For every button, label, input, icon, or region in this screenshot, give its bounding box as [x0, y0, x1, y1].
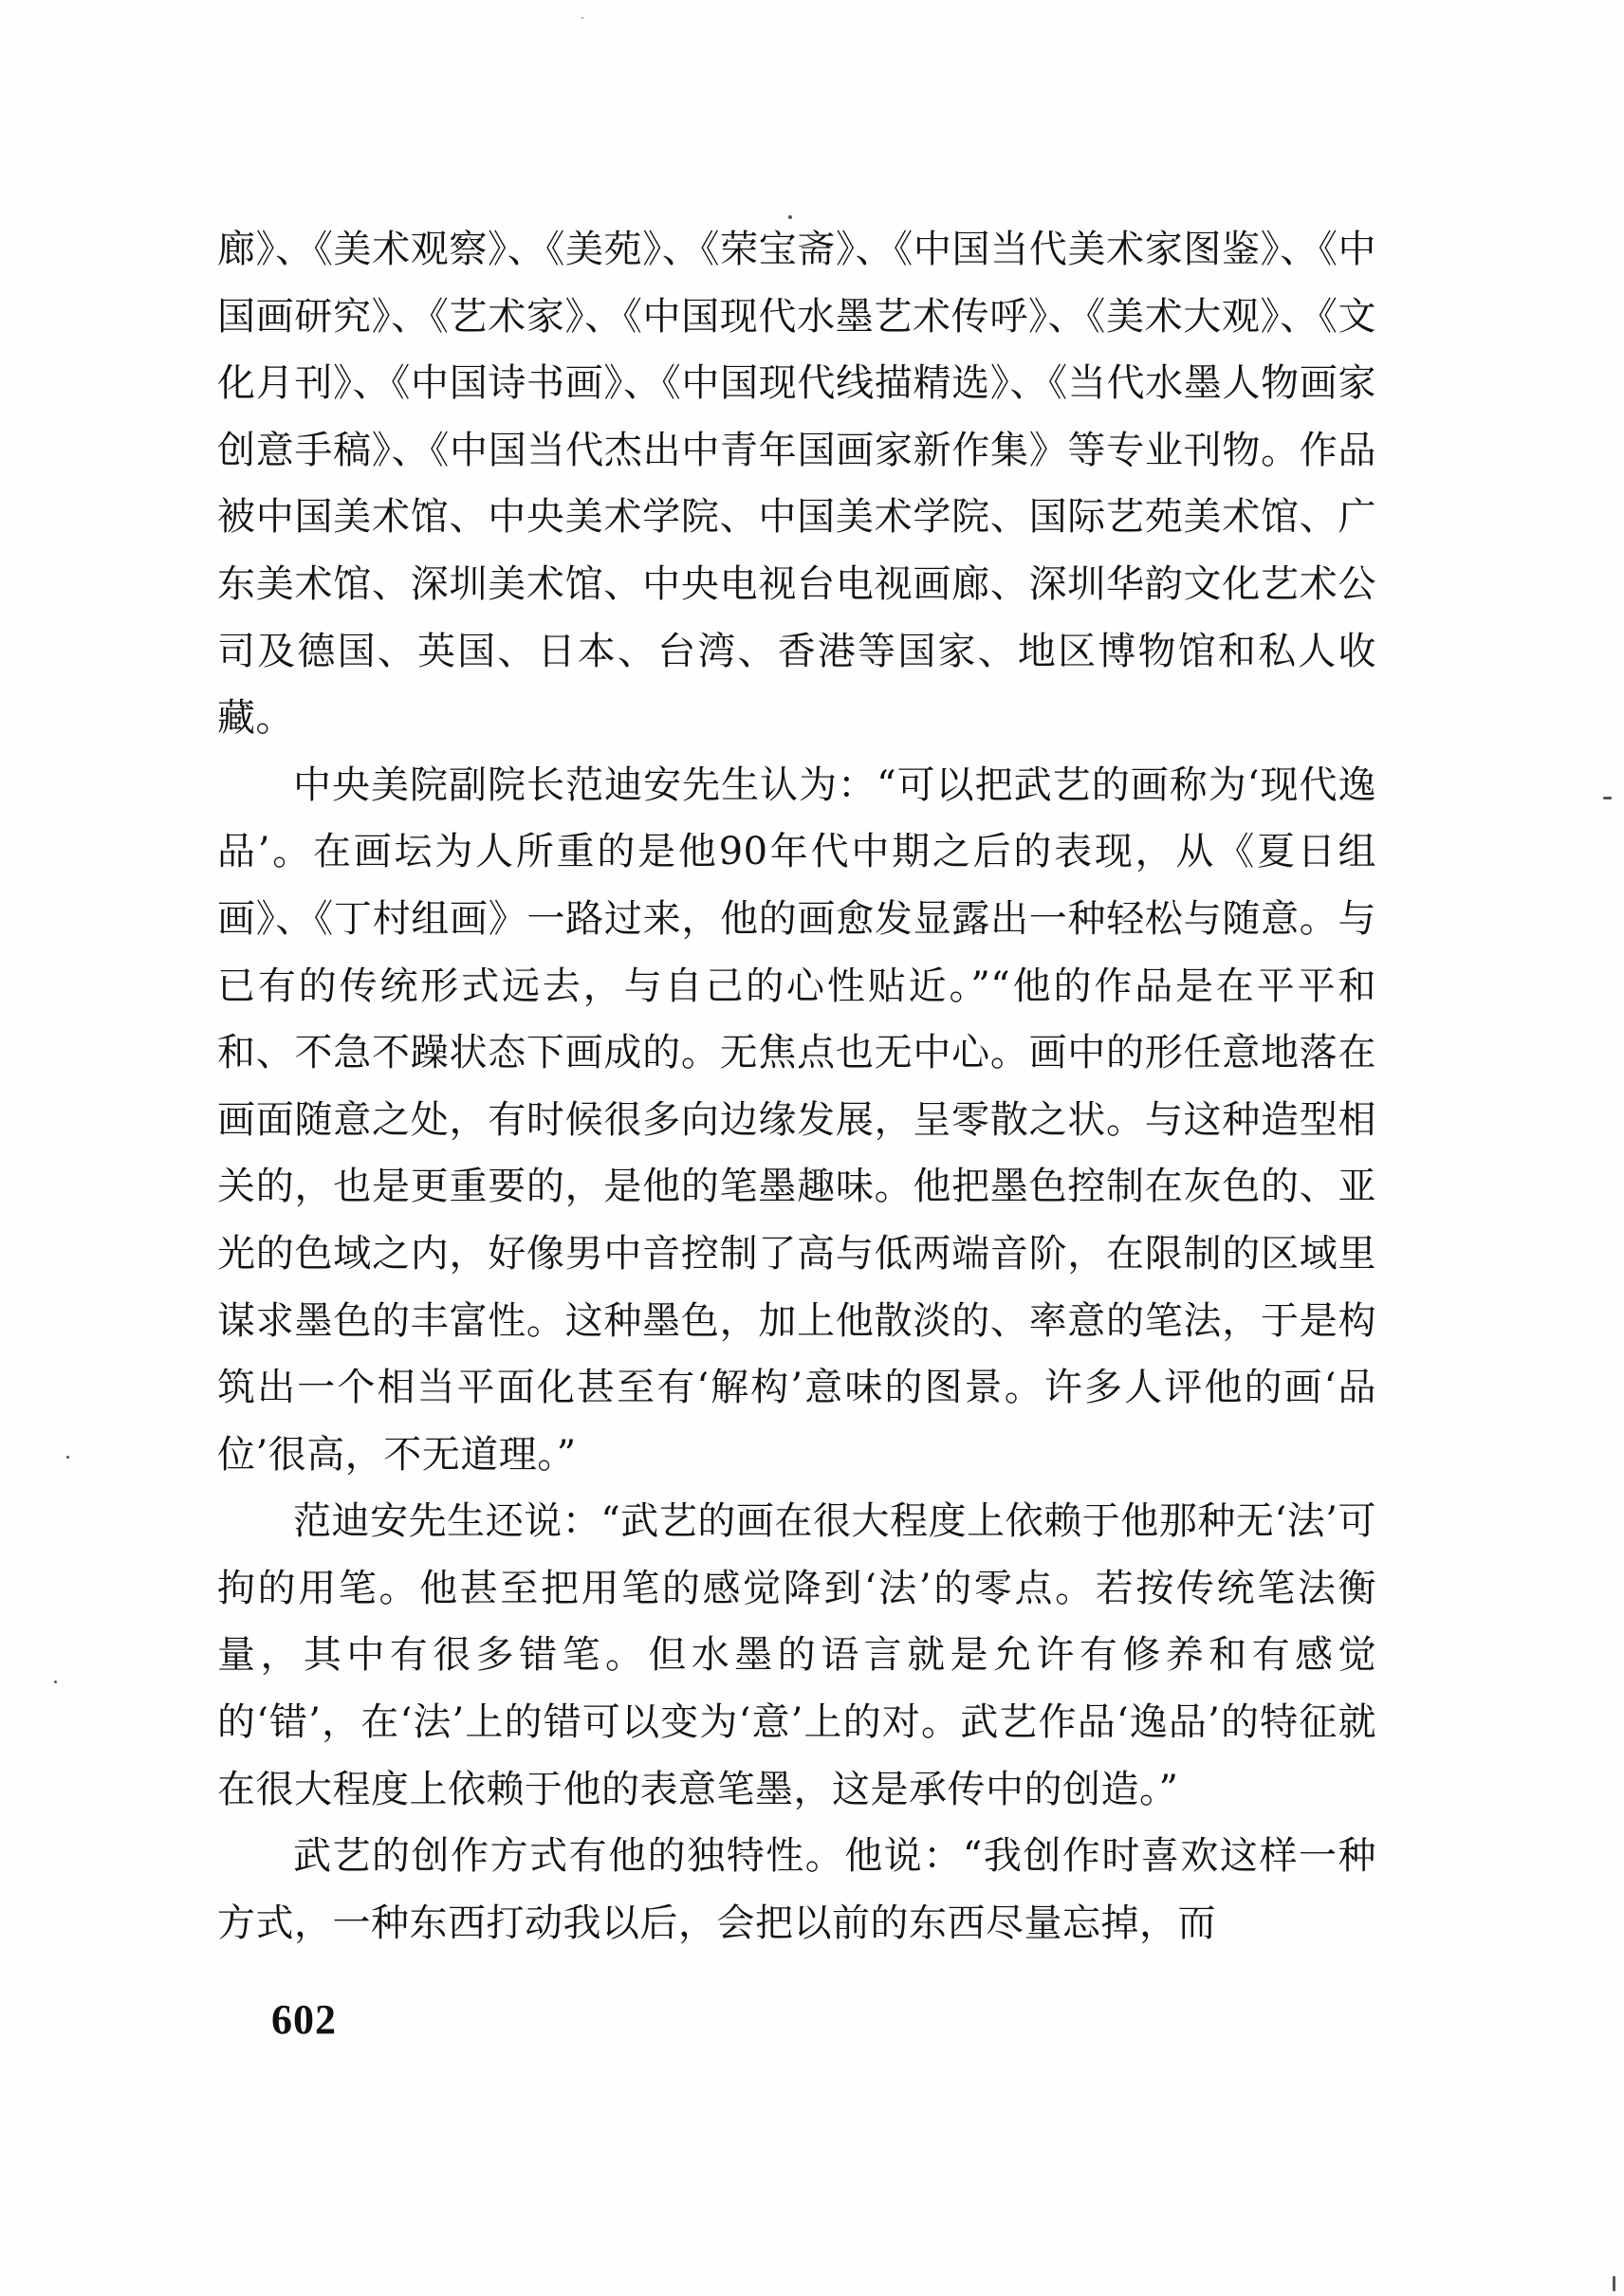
scan-speck: [581, 17, 583, 19]
paragraph: 中央美院副院长范迪安先生认为：“可以把武艺的画称为‘现代逸品’。在画坛为人所重的是他90年代中期之后的表现，从《夏日组画》、《丁村组画》一路过来，他的画愈发显露出一种轻松与随意。与已有的传统形式远去，与自己的心性贴近。”“他的作品是在平平和和、不急不躁状态下画成的。无焦点也无中心。画中的形任意地落在画面随意之处，有时候很多向边缘发展，呈零散之状。与这种造型相关的，也是更重要的，是他的笔墨趣味。他把墨色控制在灰色的、亚光的色域之内，好像男中音控制了高与低两端音阶，在限制的区域里谋求墨色的丰富性。这种墨色，加上他散淡的、率意的笔法，于是构筑出一个相当平面化甚至有‘解构’意味的图景。许多人评他的画‘品位’很高，不无道理。”: [217, 762, 1376, 1477]
paragraph: 范迪安先生还说：“武艺的画在很大程度上依赖于他那种无‘法’可拘的用笔。他甚至把用笔的感觉降到‘法’的零点。若按传统笔法衡量，其中有很多错笔。但水墨的语言就是允许有修养和有感觉的‘错’，在‘法’上的错可以变为‘意’上的对。武艺作品‘逸品’的特征就在很大程度上依赖于他的表意笔墨，这是承传中的创造。”: [217, 1499, 1376, 1811]
scan-speck: [1613, 2276, 1615, 2291]
page-number: 602: [271, 1996, 337, 2043]
paragraph-continued: 廊》、《美术观察》、《美苑》、《荣宝斋》、《中国当代美术家图鉴》、《中国画研究》、《艺术家》、《中国现代水墨艺术传呼》、《美术大观》、《文化月刊》、《中国诗书画》、《中国现代线描精选》、《当代水墨人物画家创意手稿》、《中国当代杰出中青年国画家新作集》等专业刊物。作品被中国美术馆、中央美术学院、中国美术学院、国际艺苑美术馆、广东美术馆、深圳美术馆、中央电视台电视画廊、深圳华韵文化艺术公司及德国、英国、日本、台湾、香港等国家、地区博物馆和私人收藏。: [217, 228, 1376, 741]
scan-speck: [66, 1456, 69, 1459]
scan-speck: [54, 1681, 57, 1683]
scan-speck: [1603, 797, 1612, 799]
paragraph: 武艺的创作方式有他的独特性。他说：“我创作时喜欢这样一种方式，一种东西打动我以后，会把以前的东西尽量忘掉，而: [217, 1834, 1376, 1945]
body-text: [217, 216, 1376, 1956]
